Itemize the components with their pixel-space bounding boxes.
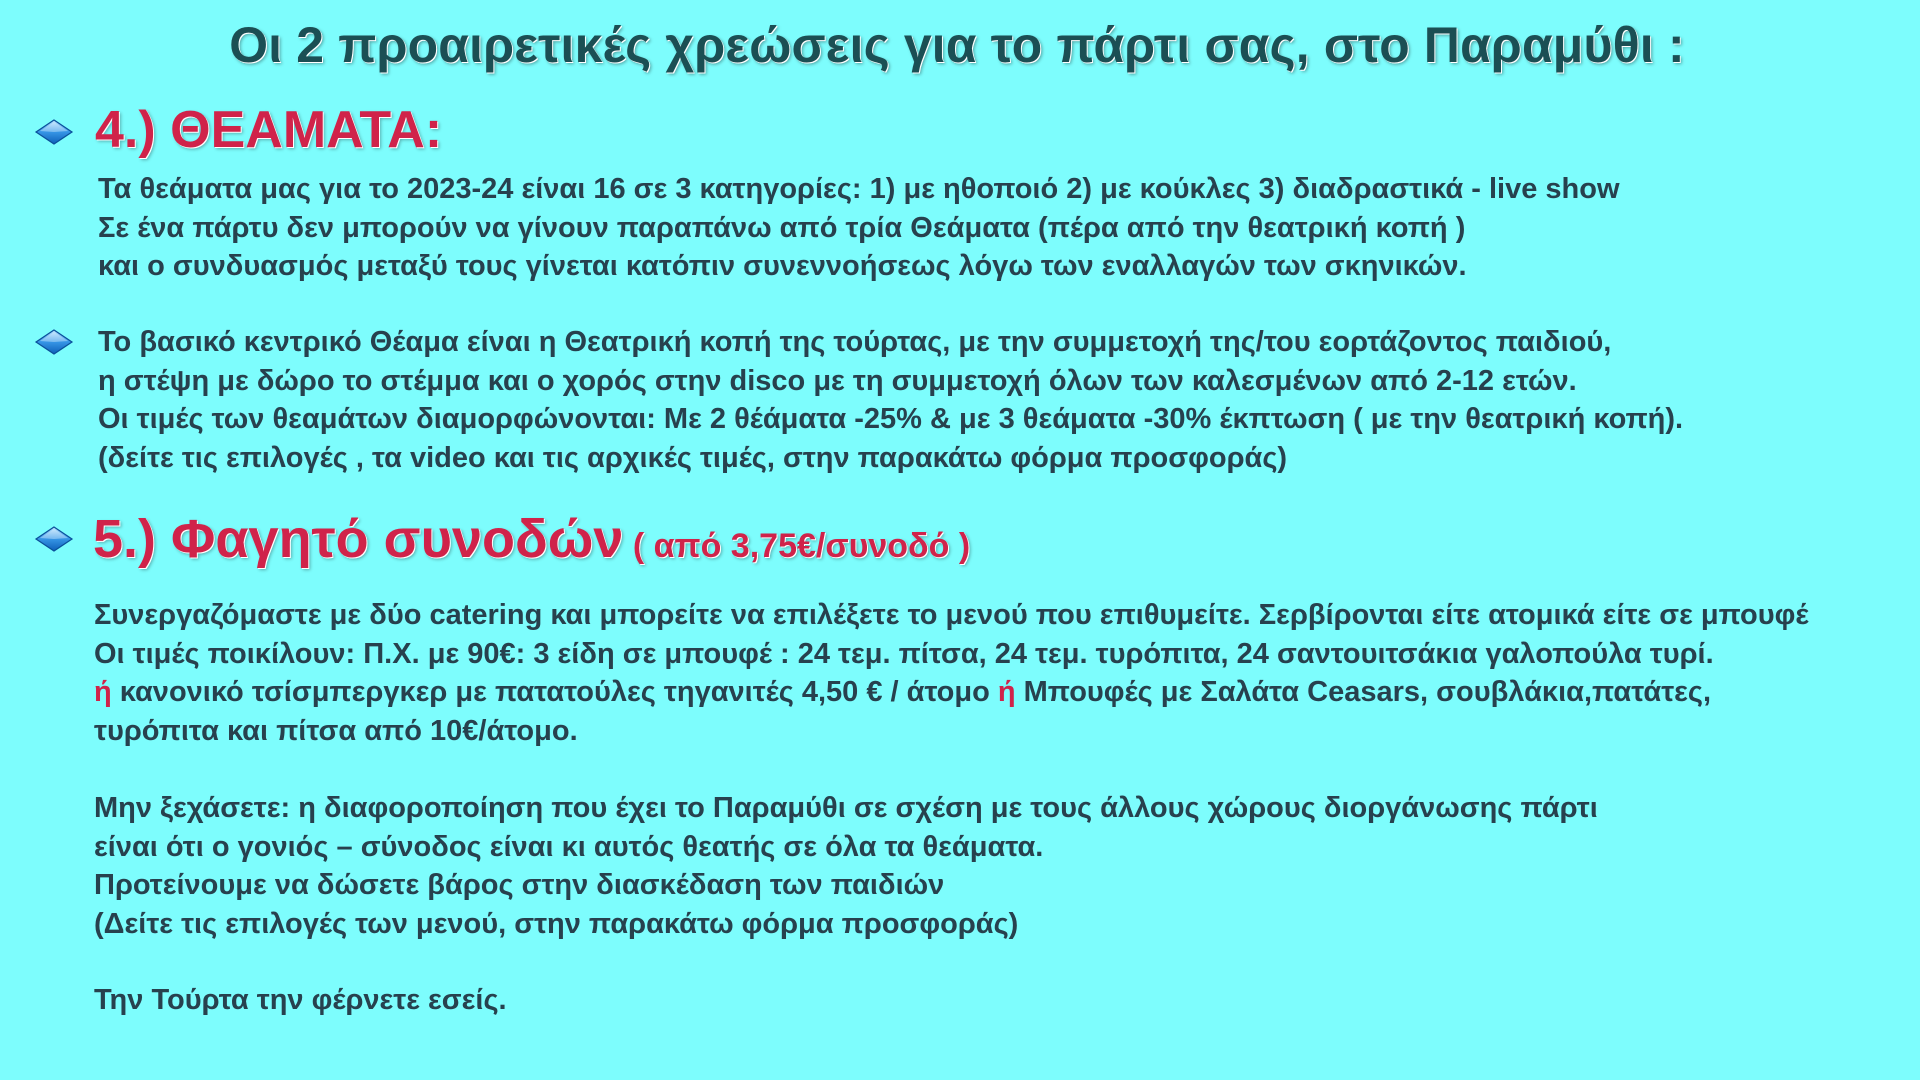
section-4-detail-line: (δείτε τις επιλογές , τα video και τις αρχικές τιμές, στην παρακάτω φόρμα προσφοράς) (98, 441, 1288, 474)
reminder-line: Μην ξεχάσετε: η διαφοροποίηση που έχει το Παραμύθι σε σχέση με τους άλλους χώρους διοργάνωσης πάρτι (94, 792, 1598, 824)
section-5-title: 5.) Φαγητό συνοδών (93, 509, 624, 569)
catering-option-burger: κανονικό τσίσμπεργκερ με πατατούλες τηγανιτές 4,50 € / άτομο (111, 676, 998, 708)
section-5-price-note: ( από 3,75€/συνοδό ) (623, 527, 971, 565)
catering-option-buffet: Μπουφές με Σαλάτα Ceasars, σουβλάκια,πατάτες, (1015, 676, 1712, 708)
blue-diamond-bullet-icon (34, 525, 74, 555)
section-4-line: και ο συνδυασμός μεταξύ τους γίνεται κατόπιν συνεννοήσεως λόγω των εναλλαγών των σκηνικών. (98, 250, 1467, 282)
or-word: ή (997, 676, 1016, 708)
section-4-heading: 4.) ΘΕΑΜΑΤΑ: (95, 101, 443, 159)
reminder-line: (Δείτε τις επιλογές των μενού, στην παρακάτω φόρμα προσφοράς) (94, 907, 1019, 940)
section-4-details-text (98, 323, 1683, 477)
section-4-detail-line: Το βασικό κεντρικό Θέαμα είναι η Θεατρική κοπή της τούρτας, με την συμμετοχή της/του εορτάζοντος παιδιού, (98, 326, 1612, 358)
catering-text (94, 596, 1808, 750)
page-title: Οι 2 προαιρετικές χρεώσεις για το πάρτι σας, στο Παραμύθι : (229, 17, 1685, 73)
reminder-text (94, 789, 1598, 943)
blue-diamond-bullet-icon (34, 328, 74, 358)
section-4-line: Σε ένα πάρτυ δεν μπορούν να γίνουν παραπάνω από τρία Θεάματα (πέρα από την θεατρική κοπή ) (98, 211, 1466, 244)
section-4-detail-line: η στέψη με δώρο το στέμμα και ο χορός στην disco με τη συμμετοχή όλων των καλεσμένων από 2-12 ετών. (98, 364, 1577, 397)
closing-note: Την Τούρτα την φέρνετε εσείς. (94, 984, 507, 1016)
reminder-line: Προτείνουμε να δώσετε βάρος στην διασκέδαση των παιδιών (94, 869, 945, 901)
section-4-line: Τα θεάματα μας για το 2023-24 είναι 16 σε 3 κατηγορίες: 1) με ηθοποιό 2) με κούκλες 3) διαδραστικά - live show (98, 173, 1620, 205)
blue-diamond-bullet-icon (34, 118, 74, 148)
or-word: ή (94, 676, 112, 708)
section-4-intro-text (98, 170, 1620, 286)
catering-line: τυρόπιτα και πίτσα από 10€/άτομο. (94, 714, 578, 747)
section-5-heading (93, 508, 970, 570)
catering-line: Συνεργαζόμαστε με δύο catering και μπορείτε να επιλέξετε το μενού που επιθυμείτε. Σερβίρονται είτε ατομικά είτε σε μπουφέ (94, 599, 1809, 631)
catering-line: Οι τιμές ποικίλουν: Π.Χ. με 90€: 3 είδη σε μπουφέ : 24 τεμ. πίτσα, 24 τεμ. τυρόπιτα, 24 σαντουιτσάκια γαλοπούλα τυρί. (94, 637, 1714, 670)
reminder-line: είναι ότι ο γονιός – σύνοδος είναι κι αυτός θεατής σε όλα τα θεάματα. (94, 830, 1044, 863)
section-4-detail-line: Οι τιμές των θεαμάτων διαμορφώνονται: Με 2 θέάματα -25% & με 3 θεάματα -30% έκπτωση ( με την θεατρική κοπή). (98, 403, 1684, 435)
catering-line (94, 673, 1808, 712)
